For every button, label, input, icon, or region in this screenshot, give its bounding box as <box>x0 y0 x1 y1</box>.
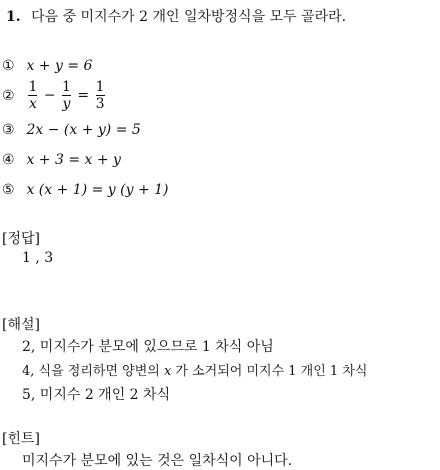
option-marker: ① <box>2 58 15 74</box>
explanation-line: 5, 미지수 2 개인 2 차식 <box>22 387 171 403</box>
hint-text: 미지수가 분모에 있는 것은 일차식이 아니다. <box>22 453 293 469</box>
fraction-denominator: y <box>62 96 71 112</box>
option-expression: x (x + 1) = y (y + 1) <box>26 182 169 198</box>
minus-sign: − <box>43 87 56 104</box>
fraction-1-over-3 <box>96 80 105 111</box>
option-marker: ③ <box>2 122 15 138</box>
question-number: 1. <box>6 9 21 25</box>
explanation-line: 2, 미지수가 분모에 있으므로 1 차식 아님 <box>22 339 274 355</box>
option-3 <box>2 122 141 138</box>
option-1 <box>2 58 92 74</box>
explanation-heading: [해설] <box>2 317 40 333</box>
option-expression: x + 3 = x + y <box>26 152 121 168</box>
fraction-denominator: 3 <box>95 96 105 112</box>
option-marker: ⑤ <box>2 182 15 198</box>
option-expression: 2x − (x + y) = 5 <box>26 122 141 138</box>
question-line <box>6 6 346 26</box>
equals-sign: = <box>77 87 90 104</box>
fraction-numerator: 1 <box>28 79 38 95</box>
fraction-1-over-x <box>28 80 37 111</box>
fraction-denominator: x <box>28 96 37 112</box>
hint-heading: [힌트] <box>2 431 40 447</box>
option-5 <box>2 182 169 198</box>
option-expression: x + y = 6 <box>26 58 93 74</box>
answer-text: 1 , 3 <box>22 250 54 266</box>
option-marker: ② <box>2 87 15 104</box>
fraction-1-over-y <box>62 80 71 111</box>
question-text: 다음 중 미지수가 2 개인 일차방정식을 모두 골라라. <box>31 9 347 25</box>
explanation-line: 4, 식을 정리하면 양변의 𝑥 가 소거되어 미지수 1 개인 1 차식 <box>22 364 368 379</box>
fraction-numerator: 1 <box>95 79 105 95</box>
answer-heading: [정답] <box>2 231 40 247</box>
option-4 <box>2 152 121 168</box>
option-marker: ④ <box>2 152 15 168</box>
option-2 <box>2 80 107 111</box>
fraction-numerator: 1 <box>62 79 71 95</box>
